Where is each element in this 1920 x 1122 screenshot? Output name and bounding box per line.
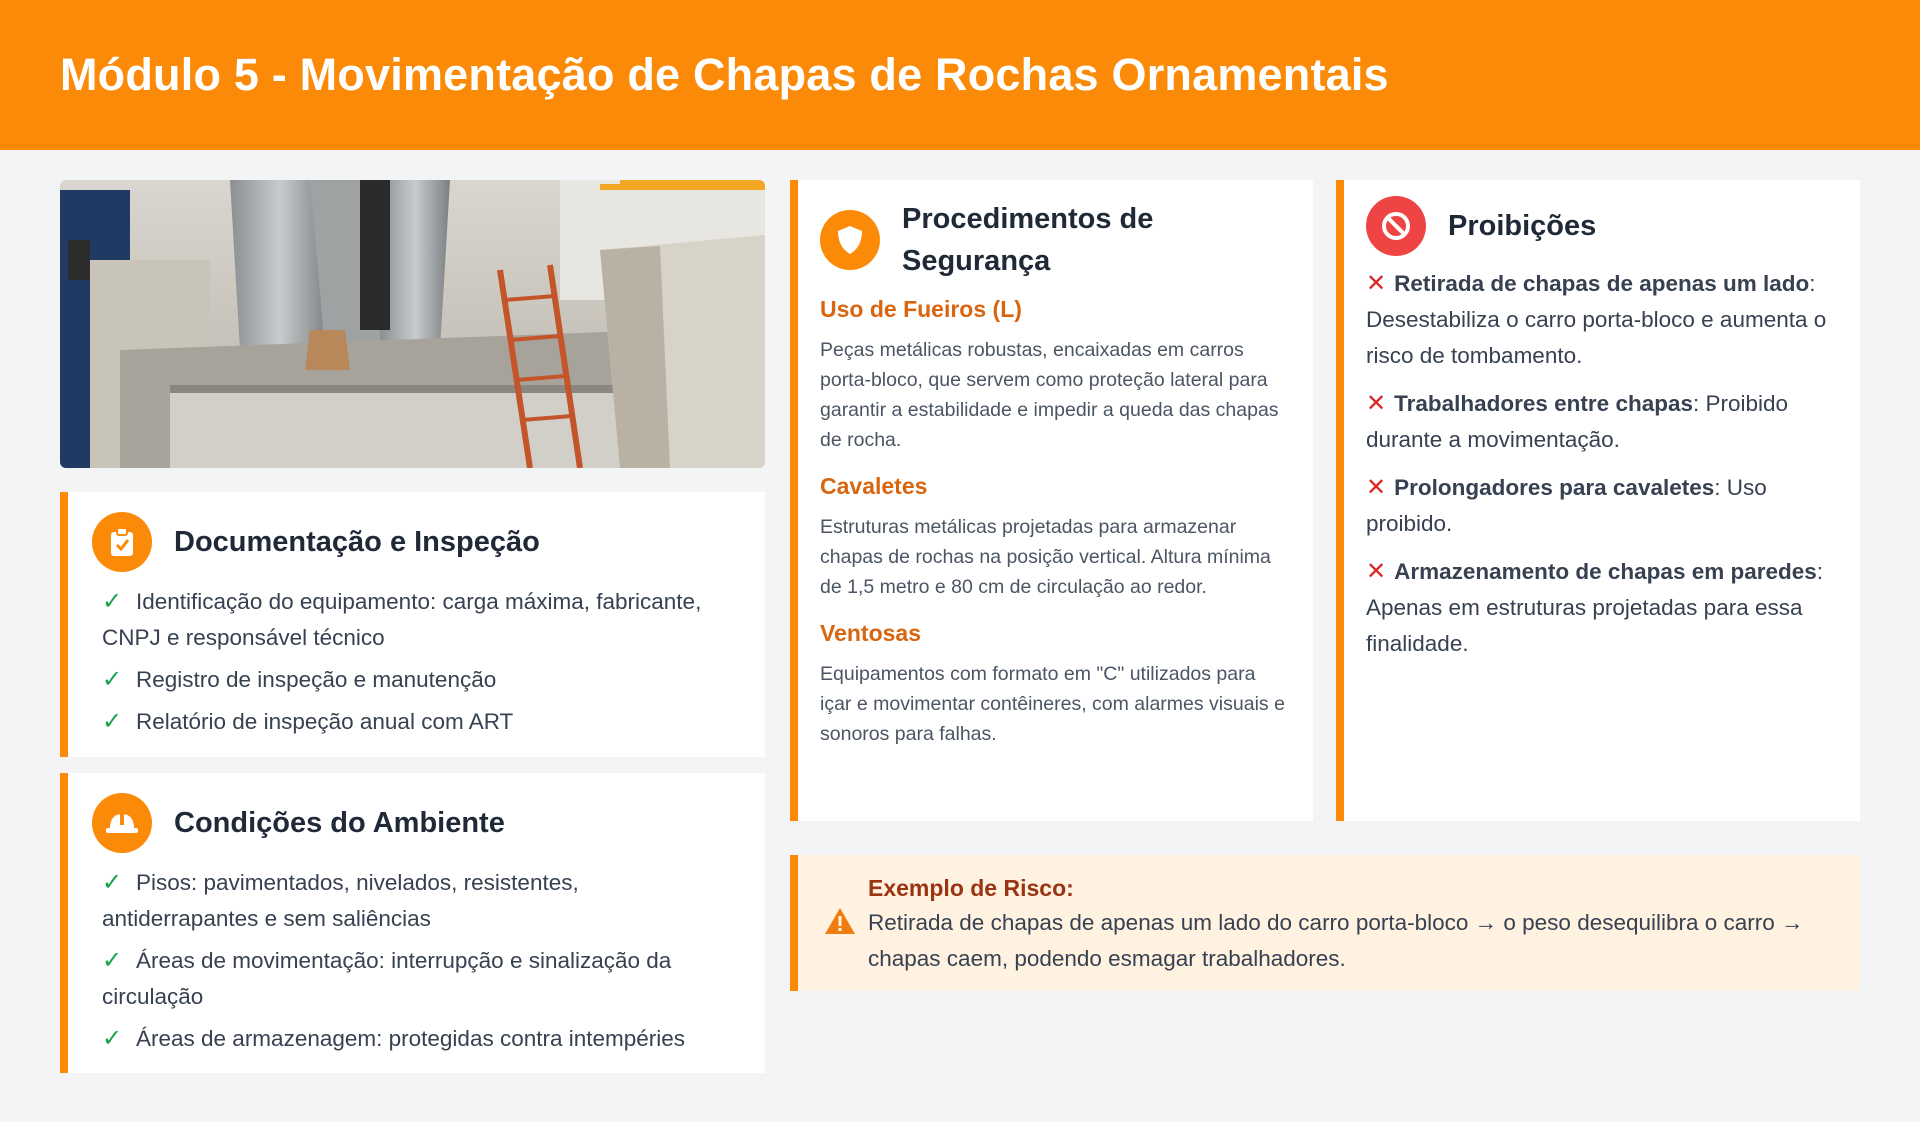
section-heading: Ventosas [820, 620, 921, 646]
check-icon: ✓ [102, 666, 123, 693]
cross-icon: ✕ [1366, 270, 1387, 297]
documentation-card [60, 492, 765, 757]
shield-icon [820, 210, 880, 270]
list-item: ✓ Áreas de armazenagem: protegidas contra intempéries [102, 1021, 741, 1057]
clipboard-check-icon [92, 512, 152, 572]
section-text: Equipamentos com formato em "C" utilizados para içar e movimentar contêineres, com alarmes visuais e sonoros para falhas. [820, 663, 1285, 745]
truck-stone-slabs-photo [60, 180, 765, 468]
procedures-title: Procedimentos de Segurança [902, 203, 1154, 277]
documentation-title: Documentação e Inspeção [174, 525, 540, 558]
documentation-list [92, 584, 741, 740]
risk-title: Exemplo de Risco: [868, 875, 1074, 901]
section-heading: Cavaletes [820, 473, 928, 499]
check-icon: ✓ [102, 1025, 123, 1052]
page-header [0, 0, 1920, 150]
list-item: ✓ Pisos: pavimentados, nivelados, resistentes, antiderrapantes e sem saliências [102, 865, 741, 937]
procedures-card [790, 180, 1313, 821]
check-icon: ✓ [102, 708, 123, 735]
cross-icon: ✕ [1366, 390, 1387, 417]
hard-hat-icon [92, 793, 152, 853]
section-text: Estruturas metálicas projetadas para armazenar chapas de rochas na posição vertical. Altura mínima de 1,5 metro e 80 cm de circulação ao redor. [820, 516, 1271, 598]
prohibitions-title: Proibições [1448, 209, 1597, 242]
prohibitions-card [1336, 180, 1860, 821]
environment-title: Condições do Ambiente [174, 806, 505, 839]
list-item: ✕ Armazenamento de chapas em paredes: Apenas em estruturas projetadas para essa finalidade. [1366, 558, 1824, 656]
check-icon: ✓ [102, 869, 123, 896]
environment-list [92, 865, 741, 1057]
section-heading: Uso de Fueiros (L) [820, 296, 1022, 322]
list-item: ✓ Áreas de movimentação: interrupção e sinalização da circulação [102, 943, 741, 1015]
list-item: ✕ Retirada de chapas de apenas um lado: Desestabiliza o carro porta-bloco e aumenta o risco de tombamento. [1366, 270, 1827, 368]
check-icon: ✓ [102, 588, 123, 615]
list-item: ✕ Prolongadores para cavaletes: Uso proibido. [1366, 474, 1767, 536]
risk-example-box [790, 855, 1860, 991]
check-icon: ✓ [102, 947, 123, 974]
list-item: ✓ Relatório de inspeção anual com ART [102, 704, 741, 740]
ban-icon [1366, 196, 1426, 256]
cross-icon: ✕ [1366, 474, 1387, 501]
section-text: Peças metálicas robustas, encaixadas em carros porta-bloco, que servem como proteção lateral para garantir a estabilidade e impedir a queda das chapas de rocha. [820, 339, 1279, 451]
list-item: ✓ Identificação do equipamento: carga máxima, fabricante, CNPJ e responsável técnico [102, 584, 741, 656]
risk-text: Retirada de chapas de apenas um lado do carro porta-bloco → o peso desequilibra o carro → chapas caem, podendo esmagar trabalhadores. [868, 910, 1804, 971]
cross-icon: ✕ [1366, 558, 1387, 585]
warning-icon [824, 907, 856, 940]
list-item: ✓ Registro de inspeção e manutenção [102, 662, 741, 698]
prohibitions-list [1366, 266, 1838, 662]
environment-card [60, 773, 765, 1073]
list-item: ✕ Trabalhadores entre chapas: Proibido durante a movimentação. [1366, 390, 1789, 452]
page-title: Módulo 5 - Movimentação de Chapas de Rochas Ornamentais [60, 49, 1389, 100]
